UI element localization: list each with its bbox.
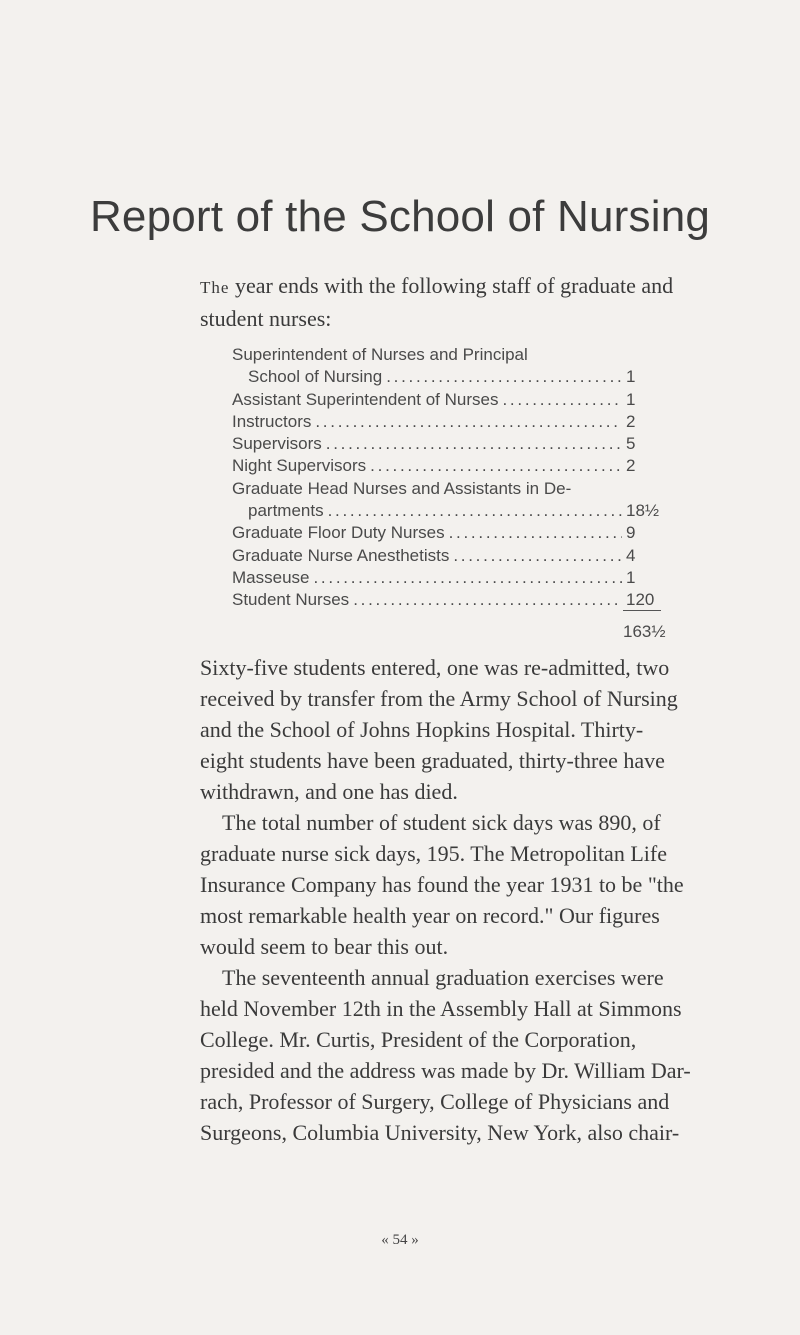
leader-dots [386,366,622,388]
paragraph-enrollment: Sixty-five students entered, one was re-admitted, two received by transfer from the Army School of Nursing and the School of Johns Hopkins Hospital. Thirty- eight students have been graduated, thirty-three have withdrawn, and one has died. [200,655,678,804]
staff-count: 2 [626,411,636,431]
page-number: « 54 » [381,1232,419,1248]
leader-dots [370,455,622,477]
staff-list [232,344,660,612]
paragraph-sick-days: The total number of student sick days was 890, of graduate nurse sick days, 195. The Metropolitan Life Insurance Company has found the year 1931 to be "the most remarkable health year on record." Our figures would seem to bear this out. [200,810,684,959]
staff-row [232,500,660,522]
staff-row [232,366,660,388]
staff-label: Night Supervisors [232,456,367,476]
total-rule [623,610,661,611]
staff-label: Student Nurses [232,590,350,610]
leader-dots [326,433,622,455]
staff-row [232,455,660,477]
staff-label: School of Nursing [248,367,383,387]
staff-row-first-line [232,344,660,366]
staff-label: Masseuse [232,567,310,587]
intro-lead-word: The [200,278,230,297]
staff-count: 9 [626,523,636,543]
staff-total: 163½ [623,622,666,641]
paragraph-graduation: The seventeenth annual graduation exercises were held November 12th in the Assembly Hall at Simmons College. Mr. Curtis, President of the Corporation, presided and the address was made by Dr. William Dar- rach, Professor of Surgery, College of Physicians and Surgeons, Columbia University, New York, also chair- [200,965,691,1145]
staff-label: Instructors [232,411,312,431]
staff-count: 4 [626,545,636,565]
leader-dots [453,545,622,567]
staff-label-line1: Superintendent of Nurses and Principal [232,345,528,364]
staff-label: Supervisors [232,434,322,454]
staff-label: partments [248,501,324,521]
staff-row [232,567,660,589]
staff-label-line1: Graduate Head Nurses and Assistants in De- [232,478,572,498]
staff-row-first-line [232,478,660,500]
staff-row [232,389,660,411]
staff-count: 18½ [626,501,660,521]
staff-row [232,545,660,567]
staff-label: Graduate Floor Duty Nurses [232,523,445,543]
leader-dots [328,500,622,522]
staff-row [232,433,660,455]
intro-text: year ends with the following staff of graduate and [229,273,674,298]
leader-dots [449,522,622,544]
report-body [200,652,710,1148]
staff-row [232,522,660,544]
staff-count: 5 [626,434,636,454]
page-title: Report of the School of Nursing [89,192,711,241]
staff-label: Graduate Nurse Anesthetists [232,545,450,565]
staff-row [232,589,660,611]
staff-label: Assistant Superintendent of Nurses [232,389,499,409]
leader-dots [315,411,622,433]
intro-text-line2: student nurses: [200,306,332,331]
intro-paragraph [200,270,710,334]
leader-dots [313,567,622,589]
leader-dots [502,389,622,411]
staff-count: 1 [626,567,636,587]
staff-row [232,411,660,433]
staff-count: 1 [626,389,636,409]
leader-dots [353,589,622,611]
staff-count: 120 [626,590,655,610]
staff-count: 1 [626,367,636,387]
staff-count: 2 [626,456,636,476]
